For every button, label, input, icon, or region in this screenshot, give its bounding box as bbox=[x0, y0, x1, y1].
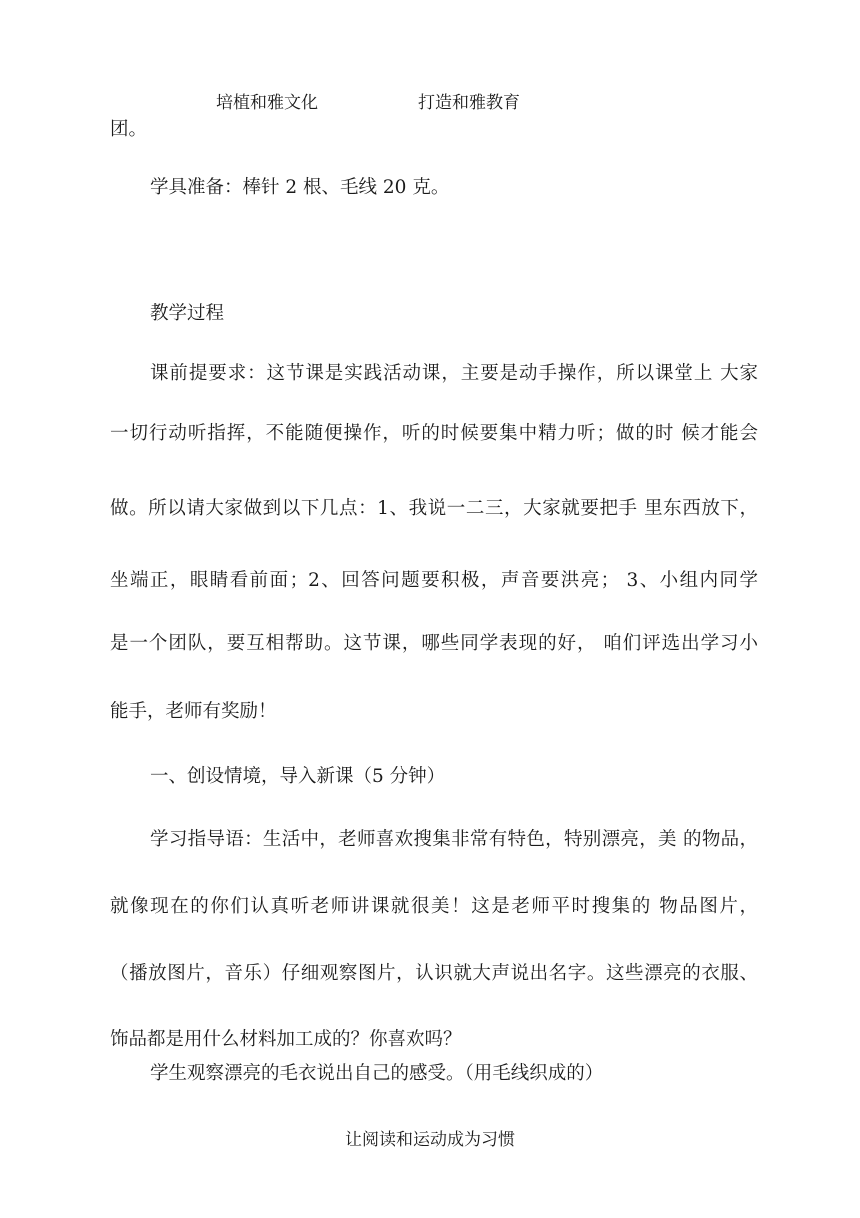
text-line: 团。 bbox=[110, 119, 148, 140]
text-line: 坐端正，眼睛看前面；2、回答问题要积极，声音要洪亮； 3、小组内同学 bbox=[110, 570, 758, 591]
text-line: 饰品都是用什么材料加工成的？你喜欢吗？ bbox=[110, 1029, 462, 1050]
text-line: 就像现在的你们认真听老师讲课就很美！这是老师平时搜集的 物品图片， bbox=[110, 896, 758, 917]
text-line: 能手，老师有奖励！ bbox=[110, 701, 277, 722]
page-footer: 让阅读和运动成为习惯 bbox=[345, 1130, 515, 1150]
header-motto-left: 培植和雅文化 bbox=[216, 93, 318, 113]
header-motto-right: 打造和雅教育 bbox=[418, 93, 520, 113]
text-line: 学具准备：棒针 2 根、毛线 20 克。 bbox=[150, 177, 450, 198]
text-line: （播放图片，音乐）仔细观察图片，认识就大声说出名字。这些漂亮的衣服、 bbox=[110, 963, 758, 984]
text-line: 做。所以请大家做到以下几点：1、我说一二三，大家就要把手 里东西放下， bbox=[110, 498, 758, 519]
text-line: 是一个团队，要互相帮助。这节课，哪些同学表现的好， 咱们评选出学习小 bbox=[110, 633, 758, 654]
text-line: 学习指导语：生活中，老师喜欢搜集非常有特色，特别漂亮，美 的物品， bbox=[150, 829, 758, 850]
section-heading: 教学过程 bbox=[150, 303, 225, 324]
text-line: 学生观察漂亮的毛衣说出自己的感受。（用毛线织成的） bbox=[150, 1063, 604, 1084]
text-line: 一切行动听指挥，不能随便操作，听的时候要集中精力听；做的时 候才能会 bbox=[110, 423, 758, 444]
section-heading: 一、创设情境，导入新课（5 分钟） bbox=[150, 766, 446, 787]
text-line: 课前提要求：这节课是实践活动课，主要是动手操作，所以课堂上 大家 bbox=[150, 363, 758, 384]
